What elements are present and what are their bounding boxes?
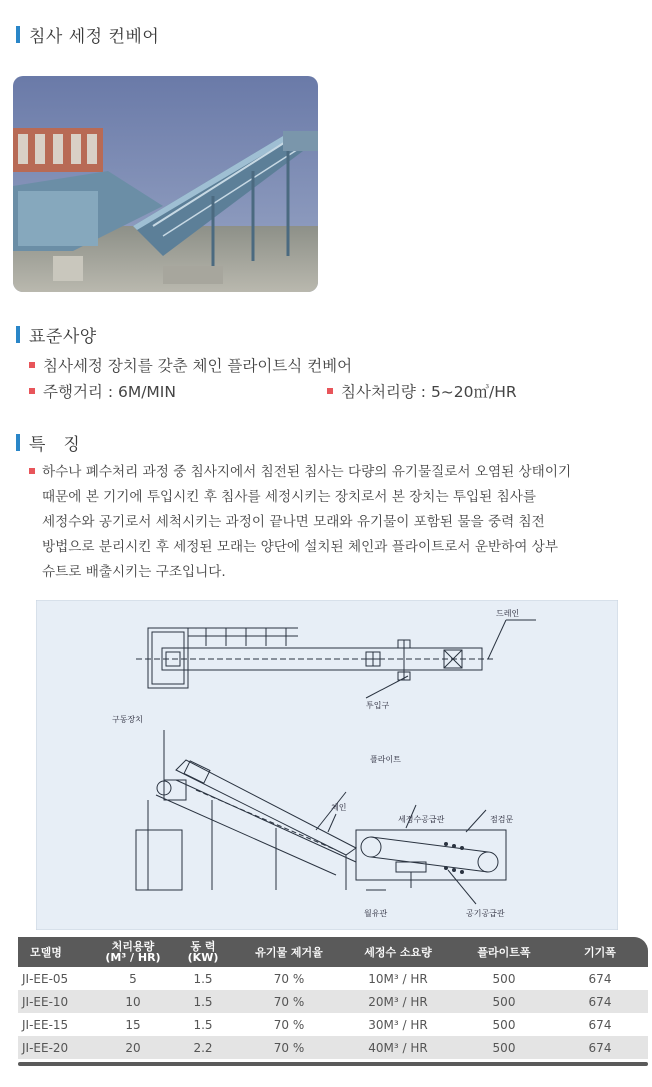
cell-removal-rate: 70 %: [273, 1040, 305, 1055]
description-line: 방법으로 분리시킨 후 세정된 모래는 양단에 설치된 체인과 플라이트로서 운반하여 상부: [42, 539, 558, 555]
spec-table: [18, 937, 648, 1066]
cell-machine-width: 674: [588, 971, 612, 986]
bullet-square-icon: [327, 388, 333, 394]
features-description: [42, 460, 632, 585]
label-air-supply: 공기공급관: [466, 909, 505, 918]
cell-machine-width: 674: [588, 1017, 612, 1032]
title-accent-bar: [16, 26, 20, 43]
features-heading: [16, 430, 80, 455]
cell-capacity: 15: [125, 1017, 141, 1032]
bullet-square-icon: [29, 362, 35, 368]
table-row: [18, 1036, 648, 1059]
features-heading-text: 특 징: [29, 435, 81, 455]
cell-removal-rate: 70 %: [273, 1017, 305, 1032]
cell-capacity: 5: [129, 971, 137, 986]
label-inlet: 투입구: [366, 701, 390, 710]
cell-wash-water: 40M³ / HR: [368, 1040, 428, 1055]
cell-wash-water: 10M³ / HR: [368, 971, 428, 986]
label-overflow: 월유관: [364, 909, 388, 918]
cell-capacity: 20: [125, 1040, 141, 1055]
cell-flight-width: 500: [492, 1040, 516, 1055]
cell-machine-width: 674: [588, 994, 612, 1009]
header-removal-rate: 유기물 제거율: [255, 946, 323, 959]
cell-removal-rate: 70 %: [273, 994, 305, 1009]
header-flight-width: 플라이트폭: [477, 946, 531, 959]
cell-model: JI-EE-15: [22, 1017, 69, 1032]
standard-spec-heading: [16, 322, 97, 347]
label-chain: 체인: [331, 803, 347, 812]
label-drive: 구동장치: [112, 715, 143, 724]
conveyor-schematic: [36, 600, 618, 930]
cell-power: 1.5: [193, 971, 213, 986]
label-inspection: 점검문: [490, 815, 514, 824]
cell-removal-rate: 70 %: [273, 971, 305, 986]
product-photo: [13, 76, 318, 292]
spec-table-header: [18, 937, 648, 967]
cell-model: JI-EE-20: [22, 1040, 69, 1055]
spec-item: [29, 354, 352, 376]
spec-item: [29, 380, 176, 402]
cell-model: JI-EE-10: [22, 994, 69, 1009]
header-model: 모델명: [30, 946, 62, 959]
cell-power: 1.5: [193, 994, 213, 1009]
header-power-line2: (KW): [187, 951, 219, 964]
header-power-line1: 동 력: [190, 940, 216, 953]
bullet-square-icon: [29, 468, 35, 474]
description-line: 슈트로 배출시키는 구조입니다.: [42, 564, 226, 580]
header-wash-water: 세정수 소요량: [364, 946, 432, 959]
spec-item-text: 침사세정 장치를 갖춘 체인 플라이트식 컨베어: [43, 357, 353, 375]
header-power: [172, 941, 234, 963]
header-machine-width: 기기폭: [584, 946, 616, 959]
heading-accent-bar: [16, 326, 20, 343]
heading-accent-bar: [16, 434, 20, 451]
cell-power: 2.2: [193, 1040, 213, 1055]
cell-flight-width: 500: [492, 1017, 516, 1032]
bullet-square-icon: [29, 388, 35, 394]
technical-drawing: [36, 600, 618, 930]
spec-item: [327, 380, 517, 402]
page-title: [16, 22, 159, 47]
cell-wash-water: 20M³ / HR: [368, 994, 428, 1009]
table-row: [18, 1013, 648, 1036]
cell-flight-width: 500: [492, 994, 516, 1009]
label-drain: 드레인: [496, 609, 520, 618]
table-bottom-rule: [18, 1062, 648, 1066]
header-capacity-line2: (M³ / HR): [105, 951, 161, 964]
conveyor-photo-illustration: [13, 76, 318, 292]
cell-wash-water: 30M³ / HR: [368, 1017, 428, 1032]
table-row: [18, 990, 648, 1013]
description-line: 때문에 본 기기에 투입시킨 후 침사를 세정시키는 장치로서 본 장치는 투입된 침사를: [42, 489, 537, 505]
cell-capacity: 10: [125, 994, 141, 1009]
cell-power: 1.5: [193, 1017, 213, 1032]
table-row: [18, 967, 648, 990]
cell-machine-width: 674: [588, 1040, 612, 1055]
header-capacity-line1: 처리용량: [111, 940, 155, 953]
spec-item-text: 침사처리량 : 5~20㎥/HR: [341, 383, 517, 401]
standard-spec-heading-text: 표준사양: [29, 327, 97, 347]
label-flight: 플라이트: [370, 755, 401, 764]
cell-model: JI-EE-05: [22, 971, 69, 986]
cell-flight-width: 500: [492, 971, 516, 986]
spec-item-text: 주행거리 : 6M/MIN: [43, 383, 176, 401]
description-line: 하수나 폐수처리 과정 중 침사지에서 침전된 침사는 다량의 유기물질로서 오염된 상태이기: [42, 464, 572, 480]
page-title-text: 침사 세정 컨베어: [29, 27, 160, 47]
label-wash-water: 세정수공급관: [398, 815, 445, 824]
description-line: 세정수와 공기로서 세척시키는 과정이 끝나면 모래와 유기물이 포함된 물을 중력 침전: [42, 514, 545, 530]
header-capacity: [94, 941, 172, 963]
